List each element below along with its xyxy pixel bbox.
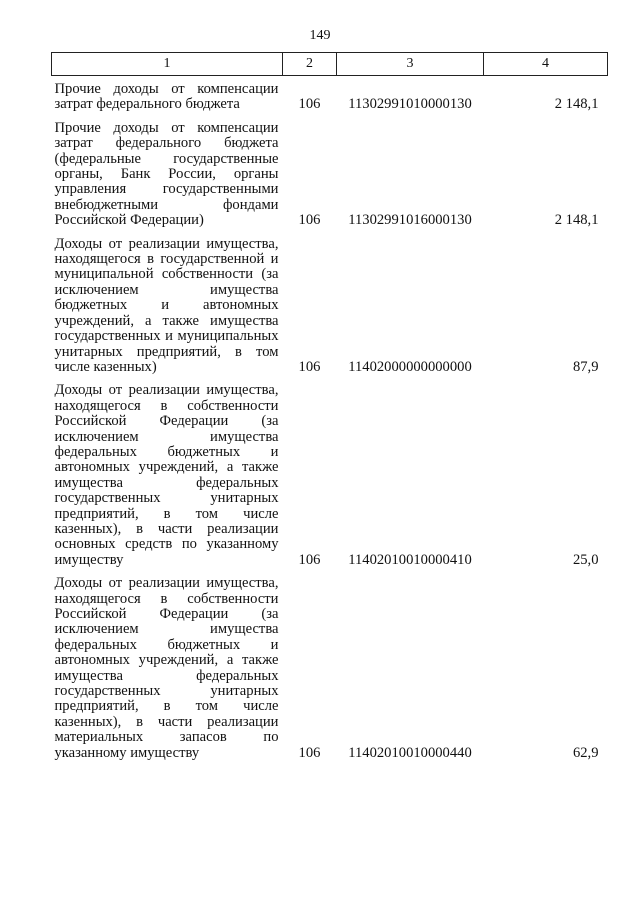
table-row <box>52 568 608 761</box>
amount-cell: 2 148,1 <box>554 96 599 113</box>
header-row <box>52 53 608 76</box>
administrator-code-cell: 106 <box>298 358 321 375</box>
column-header-1: 1 <box>52 53 283 76</box>
classification-code-cell: 11302991016000130 <box>348 212 472 229</box>
classification-code-cell: 11402000000000000 <box>348 358 472 375</box>
administrator-code-cell: 106 <box>298 744 321 761</box>
administrator-code-cell: 106 <box>298 96 321 113</box>
column-header-2: 2 <box>283 53 337 76</box>
revenue-name-cell: Прочие доходы от компенсации затрат федерального бюджета <box>54 81 279 113</box>
column-header-3: 3 <box>337 53 484 76</box>
classification-code-cell: 11402010010000440 <box>348 744 472 761</box>
table-header <box>52 53 608 76</box>
revenue-name-cell: Доходы от реализации имущества, находящегося в собственности Российской Федерации (за исключением имущества федеральных бюджетных и автономных учреждений, а также имущества федеральных государственных унитарных предприятий, в том числе казенных), в части реализации материальных запасов по указанному имуществу <box>54 575 279 761</box>
administrator-code-cell: 106 <box>298 212 321 229</box>
amount-cell: 62,9 <box>572 744 599 761</box>
table-row <box>52 375 608 568</box>
amount-cell: 25,0 <box>572 551 599 568</box>
revenue-name-cell: Прочие доходы от компенсации затрат федерального бюджета (федеральные государственные органы, Банк России, органы управления государственными внебюджетными фондами Российской Федерации) <box>54 119 279 229</box>
revenue-name-cell: Доходы от реализации имущества, находящегося в государственной и муниципальной собственности (за исключением имущества бюджетных и автономных учреждений, а также имущества государственных и муниципальных унитарных предприятий, в том числе казенных) <box>54 235 279 375</box>
amount-cell: 2 148,1 <box>554 212 599 229</box>
page-number: 149 <box>309 28 331 43</box>
amount-cell: 87,9 <box>572 358 599 375</box>
table-row <box>52 229 608 376</box>
revenue-name-cell: Доходы от реализации имущества, находящегося в собственности Российской Федерации (за исключением имущества федеральных бюджетных и автономных учреждений, а также имущества федеральных государственных унитарных предприятий, в том числе казенных), в части реализации основных средств по указанному имуществу <box>54 382 279 568</box>
administrator-code-cell: 106 <box>298 551 321 568</box>
column-header-4: 4 <box>484 53 608 76</box>
table-row <box>52 76 608 113</box>
budget-revenue-table <box>51 52 608 761</box>
table-body <box>52 76 608 762</box>
classification-code-cell: 11302991010000130 <box>348 96 472 113</box>
table-row <box>52 113 608 229</box>
classification-code-cell: 11402010010000410 <box>348 551 472 568</box>
